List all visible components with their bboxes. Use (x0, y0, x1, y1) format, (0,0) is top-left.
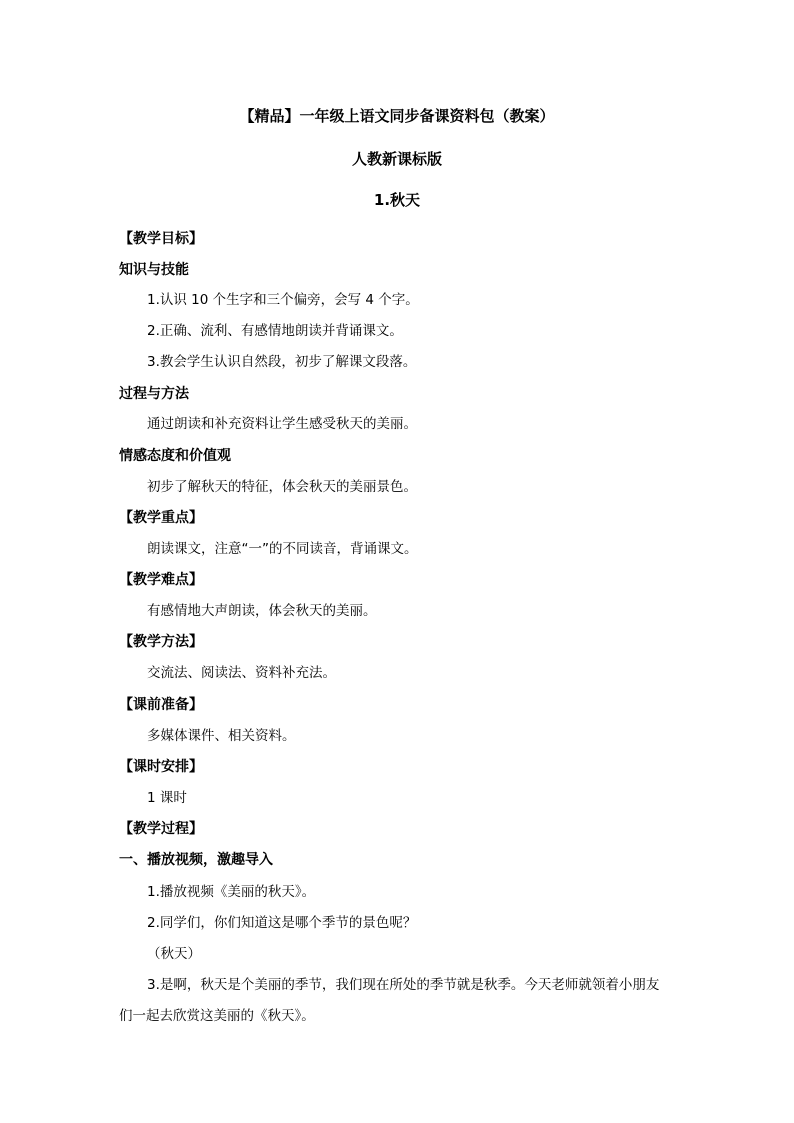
preparation-text: 多媒体课件、相关资料。 (147, 728, 296, 744)
schedule-text: 1 课时 (147, 790, 187, 806)
lesson-title: 1.秋天 (373, 191, 421, 209)
knowledge-item: 3.教会学生认识自然段，初步了解课文段落。 (147, 354, 417, 370)
document-title: 【精品】一年级上语文同步备课资料包（教案） (239, 107, 555, 125)
method-heading: 【教学方法】 (119, 634, 203, 650)
key-points-text: 朗读课文，注意“一”的不同读音，背诵课文。 (147, 541, 418, 557)
preparation-heading: 【课前准备】 (119, 697, 203, 713)
knowledge-item: 1.认识 10 个生字和三个偏旁，会写 4 个字。 (147, 292, 419, 308)
step1-heading: 一、播放视频，激趣导入 (119, 852, 273, 868)
knowledge-item: 2.正确、流利、有感情地朗读并背诵课文。 (147, 323, 403, 339)
difficulty-heading: 【教学难点】 (119, 572, 203, 588)
schedule-heading: 【课时安排】 (119, 759, 203, 775)
process-text: 通过朗读和补充资料让学生感受秋天的美丽。 (147, 416, 417, 432)
procedure-heading: 【教学过程】 (119, 821, 203, 837)
difficulty-text: 有感情地大声朗读，体会秋天的美丽。 (147, 603, 377, 619)
goals-heading: 【教学目标】 (119, 231, 203, 247)
method-text: 交流法、阅读法、资料补充法。 (147, 665, 336, 681)
key-points-heading: 【教学重点】 (119, 510, 203, 526)
emotion-heading: 情感态度和价值观 (119, 448, 231, 464)
step1-item: 1.播放视频《美丽的秋天》。 (147, 884, 316, 900)
step1-answer: （秋天） (147, 946, 201, 962)
step1-item: 2.同学们，你们知道这是哪个季节的景色呢？ (147, 915, 417, 931)
process-heading: 过程与方法 (119, 386, 189, 402)
emotion-text: 初步了解秋天的特征，体会秋天的美丽景色。 (147, 479, 417, 495)
knowledge-heading: 知识与技能 (119, 262, 189, 278)
step1-item-continued: 们一起去欣赏这美丽的《秋天》。 (119, 1008, 315, 1024)
edition-subtitle: 人教新课标版 (351, 150, 442, 168)
step1-item: 3.是啊，秋天是个美丽的季节，我们现在所处的季节就是秋季。今天老师就领着小朋友 (147, 977, 660, 993)
